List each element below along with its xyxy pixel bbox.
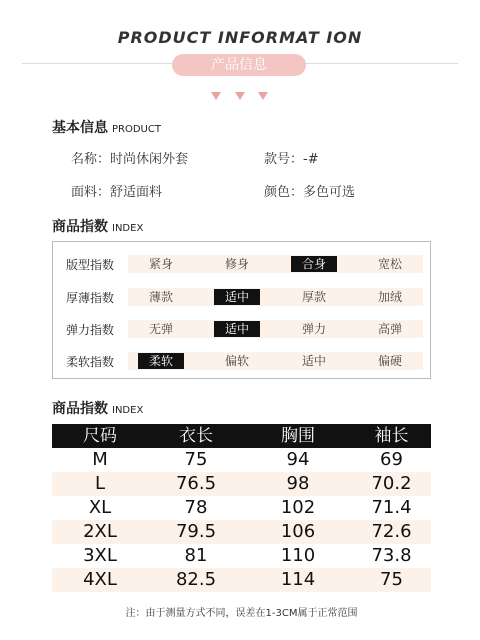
index-title-en: INDEX xyxy=(112,223,144,234)
basic-info-title-en: PRODUCT xyxy=(112,124,161,135)
product-fabric: 面料：舒适面料 xyxy=(71,185,163,200)
table-cell: 73.8 xyxy=(371,545,412,566)
index-option: 厚款 xyxy=(301,290,326,304)
index-option: 高弹 xyxy=(377,322,402,336)
triangle-down-icon xyxy=(235,92,245,100)
index-label-softness: 柔软指数 xyxy=(66,355,115,369)
index-option: 适中 xyxy=(301,354,326,368)
table-cell: 110 xyxy=(280,545,316,566)
basic-info-heading xyxy=(52,117,161,137)
index-option: 弹力 xyxy=(301,322,326,336)
table-cell: 94 xyxy=(286,449,310,470)
table-cell: L xyxy=(94,473,106,494)
table-cell: 69 xyxy=(380,449,403,470)
table-cell: 75 xyxy=(184,449,208,470)
table-cell: 76.5 xyxy=(175,473,217,494)
table-cell: 4XL xyxy=(83,569,117,590)
size-header-cell: 胸围 xyxy=(281,426,315,446)
table-cell: 81 xyxy=(184,545,208,566)
index-option: 薄款 xyxy=(148,290,173,304)
index-option: 宽松 xyxy=(377,257,402,271)
index-option: 紧身 xyxy=(148,257,173,271)
table-cell: 72.6 xyxy=(371,521,412,542)
index-title: 商品指数 xyxy=(52,219,108,235)
index-option-selected: 适中 xyxy=(214,289,260,305)
table-cell: 114 xyxy=(280,569,316,590)
table-cell: 70.2 xyxy=(371,473,412,494)
triangle-down-icon xyxy=(258,92,268,100)
table-cell: 71.4 xyxy=(371,497,412,518)
size-title-en: INDEX xyxy=(112,405,144,416)
index-option-selected: 适中 xyxy=(214,321,260,337)
table-cell: 82.5 xyxy=(175,569,217,590)
table-cell: 3XL xyxy=(83,545,117,566)
table-cell: 102 xyxy=(280,497,316,518)
index-heading xyxy=(52,216,143,236)
index-option: 加绒 xyxy=(377,290,402,304)
index-label-fit: 版型指数 xyxy=(66,258,115,272)
index-label-thickness: 厚薄指数 xyxy=(66,291,115,305)
table-cell: M xyxy=(92,449,108,470)
size-heading xyxy=(52,398,143,418)
product-name: 名称：时尚休闲外套 xyxy=(71,152,189,167)
table-cell: 106 xyxy=(280,521,316,542)
index-option-selected: 合身 xyxy=(291,256,337,272)
page-title-en: PRODUCT INFORMAT ION xyxy=(117,28,363,47)
index-option: 无弹 xyxy=(148,322,173,336)
index-option: 修身 xyxy=(224,257,249,271)
index-option: 偏硬 xyxy=(377,354,402,368)
table-cell: 79.5 xyxy=(175,521,217,542)
index-option: 偏软 xyxy=(224,354,249,368)
triangle-down-icon xyxy=(211,92,221,100)
table-cell: 98 xyxy=(286,473,310,494)
size-header-cell: 尺码 xyxy=(83,426,117,446)
size-title: 商品指数 xyxy=(52,401,108,417)
table-cell: 78 xyxy=(184,497,208,518)
product-code: 款号：-# xyxy=(264,152,319,167)
index-option-selected: 柔软 xyxy=(138,353,184,369)
index-label-elasticity: 弹力指数 xyxy=(66,323,115,337)
measurement-note: 注：由于测量方式不同，误差在1-3CM属于正常范围 xyxy=(125,608,358,619)
section-badge: 产品信息 xyxy=(172,54,306,76)
size-header-cell: 袖长 xyxy=(374,426,409,446)
size-header-cell: 衣长 xyxy=(179,426,213,446)
table-cell: 2XL xyxy=(83,521,117,542)
basic-info-title: 基本信息 xyxy=(52,120,108,136)
table-cell: XL xyxy=(88,497,112,518)
product-color: 颜色：多色可选 xyxy=(264,185,356,200)
table-cell: 75 xyxy=(380,569,403,590)
